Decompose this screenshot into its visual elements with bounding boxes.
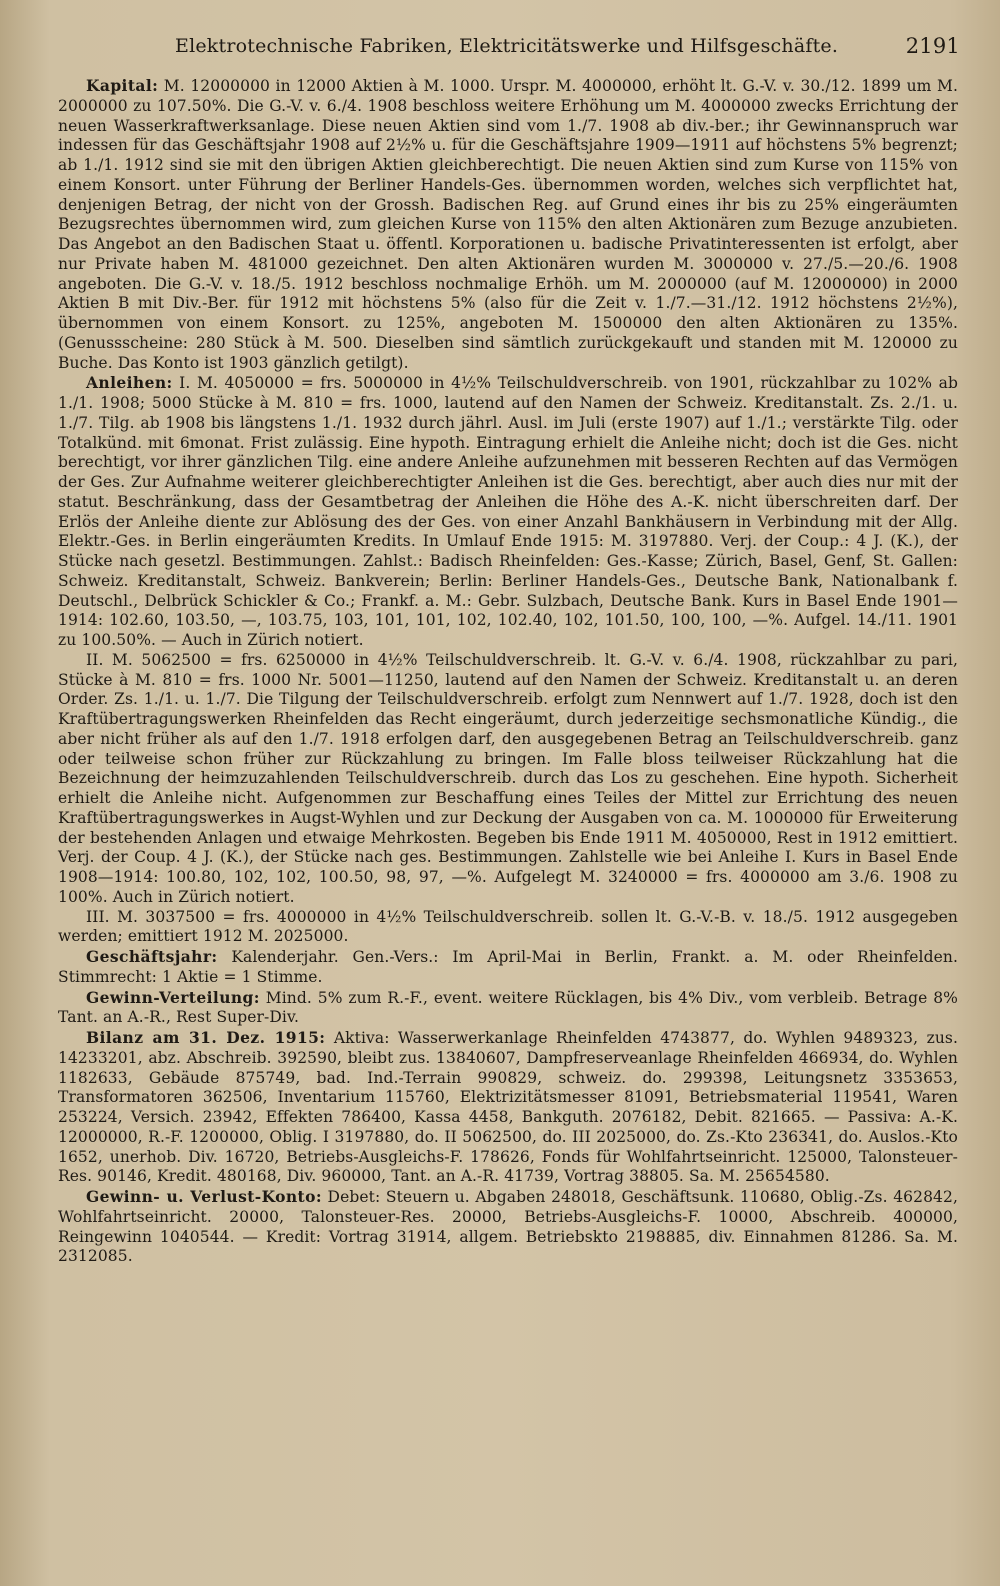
section-gewinn-verlust xyxy=(58,1187,958,1267)
running-header xyxy=(175,35,960,57)
section-text: I. M. 4050000 = frs. 5000000 in 4½% Teilschuldverschreib. von 1901, rückzahlbar zu 102% ab 1./1. 1908; 5000 Stücke à M. 810 = frs. 1000, lautend auf den Namen der Schweiz. Kreditanstalt. Zs. 2./1. u. 1./7. Tilg. ab 1908 bis längstens 1./1. 1932 durch jährl. Ausl. im Juli (erste 1907) auf 1./1.; verstärkte Tilg. oder Totalkünd. mit 6monat. Frist zulässig. Eine hypoth. Eintragung erhielt die Anleihe nicht; doch ist die Ges. nicht berechtigt, vor ihrer gänzlichen Tilg. eine andere Anleihe aufzunehmen mit besseren Rechten auf das Vermögen der Ges. Zur Aufnahme weiterer gleichberechtigter Anleihen ist die Ges. berechtigt, aber auch dies nur mit der statut. Beschränkung, dass der Gesamtbetrag der Anleihen die Höhe des A.-K. nicht überschreiten darf. Der Erlös der Anleihe diente zur Ablösung des der Ges. von einer Anzahl Bankhäusern in Verbindung mit der Allg. Elektr.-Ges. in Berlin eingeräumten Kredits. In Umlauf Ende 1915: M. 3197880. Verj. der Coup.: 4 J. (K.), der Stücke nach gesetzl. Bestimmungen. Zahlst.: Badisch Rheinfelden: Ges.-Kasse; Zürich, Basel, Genf, St. Gallen: Schweiz. Kreditanstalt, Schweiz. Bankverein; Berlin: Berliner Handels-Ges., Deutsche Bank, Nationalbank f. Deutschl., Delbrück Schickler & Co.; Frankf. a. M.: Gebr. Sulzbach, Deutsche Bank. Kurs in Basel Ende 1901—1914: 102.60, 103.50, —, 103.75, 103, 101, 101, 102, 102.40, 102, 101.50, 100, 100, —%. Aufgel. 14./11. 1901 zu 100.50%. — Auch in Zürich notiert. xyxy=(58,374,958,649)
section-kapital xyxy=(58,76,958,373)
page-body xyxy=(58,76,958,1267)
section-anleihe-ii xyxy=(58,651,958,908)
section-anleihe-iii xyxy=(58,908,958,948)
section-label: Geschäftsjahr: xyxy=(86,947,218,966)
section-text: Mind. 5% zum R.-F., event. weitere Rücklagen, bis 4% Div., vom verbleib. Betrage 8% Tant. an A.-R., Rest Super-Div. xyxy=(58,988,958,1027)
page-number: 2191 xyxy=(905,34,960,58)
section-text: Debet: Steuern u. Abgaben 248018, Geschäftsunk. 110680, Oblig.-Zs. 462842, Wohlfahrtseinricht. 20000, Talonsteuer-Res. 20000, Betriebs-Ausgleichs-F. 10000, Abschreib. 400000, Reingewinn 1040544. — Kredit: Vortrag 31914, allgem. Betriebskto 2198885, div. Einnahmen 81286. Sa. M. 2312085. xyxy=(58,1188,959,1266)
section-label: Gewinn- u. Verlust-Konto: xyxy=(86,1187,322,1206)
section-label: Kapital: xyxy=(86,76,159,95)
section-text: II. M. 5062500 = frs. 6250000 in 4½% Teilschuldverschreib. lt. G.-V. v. 6./4. 1908, rückzahlbar zu pari, Stücke à M. 810 = frs. 1000 Nr. 5001—11250, lautend auf den Namen der Schweiz. Kreditanstalt u. an deren Order. Zs. 1./1. u. 1./7. Die Tilgung der Teilschuldverschreib. erfolgt zum Nennwert auf 1./7. 1928, doch ist den Kraftübertragungswerken Rheinfelden das Recht eingeräumt, durch jederzeitige sechsmonatliche Kündig., die aber nicht früher als auf den 1./7. 1918 erfolgen darf, den ausgegebenen Betrag an Teilschuldverschreib. ganz oder teilweise schon früher zur Rückzahlung zu bringen. Im Falle bloss teilweiser Rückzahlung hat die Bezeichnung der heimzuzahlenden Teilschuldverschreib. durch das Los zu geschehen. Eine hypoth. Sicherheit erhielt die Anleihe nicht. Aufgenommen zur Beschaffung eines Teiles der Mittel zur Errichtung des neuen Kraftübertragungswerkes in Augst-Wyhlen und zur Deckung der Ausgaben von ca. M. 1000000 für Erweiterung der bestehenden Anlagen und etwaige Mehrkosten. Begeben bis Ende 1911 M. 4050000, Rest in 1912 emittiert. Verj. der Coup. 4 J. (K.), der Stücke nach ges. Bestimmungen. Zahlstelle wie bei Anleihe I. Kurs in Basel Ende 1908—1914: 100.80, 102, 102, 100.50, 98, 97, —%. Aufgelegt M. 3240000 = frs. 4000000 am 3./6. 1908 zu 100%. Auch in Zürich notiert. xyxy=(58,650,958,906)
section-text: M. 12000000 in 12000 Aktien à M. 1000. Urspr. M. 4000000, erhöht lt. G.-V. v. 30./12. 1899 um M. 2000000 zu 107.50%. Die G.-V. v. 6./4. 1908 beschloss weitere Erhöhung um M. 4000000 zwecks Errichtung der neuen Wasserkraftwerksanlage. Diese neuen Aktien sind vom 1./7. 1908 ab div.-ber.; ihr Gewinnanspruch war indessen für das Geschäftsjahr 1908 auf 2½% u. für die Geschäftsjahre 1909—1911 auf höchstens 5% begrenzt; ab 1./1. 1912 sind sie mit den übrigen Aktien gleichberechtigt. Die neuen Aktien sind zum Kurse von 115% von einem Konsort. unter Führung der Berliner Handels-Ges. übernommen worden, welches sich verpflichtet hat, denjenigen Betrag, der nicht von der Grossh. Badischen Reg. auf Grund eines ihr bis zu 25% eingeräumten Bezugsrechtes übernommen wird, zum gleichen Kurse von 115% den alten Aktionären zum Bezuge anzubieten. Das Angebot an den Badischen Staat u. öffentl. Korporationen u. badische Privatinteressenten ist erfolgt, aber nur Private haben M. 481000 gezeichnet. Den alten Aktionären wurden M. 3000000 v. 27./5.—20./6. 1908 angeboten. Die G.-V. v. 18./5. 1912 beschloss nochmalige Erhöh. um M. 2000000 (auf M. 12000000) in 2000 Aktien B mit Div.-Ber. für 1912 mit höchstens 5% (also für die Zeit v. 1./7.—31./12. 1912 höchstens 2½%), übernommen von einem Konsort. zu 125%, angeboten M. 1500000 den alten Aktionären zu 135%. (Genussscheine: 280 Stück à M. 500. Dieselben sind sämtlich zurückgekauft und standen mit M. 120000 zu Buche. Das Konto ist 1903 gänzlich getilgt). xyxy=(58,77,958,372)
section-gewinn-verteilung xyxy=(58,988,958,1029)
section-bilanz xyxy=(58,1028,958,1187)
section-anleihen xyxy=(58,373,958,651)
section-text: III. M. 3037500 = frs. 4000000 in 4½% Teilschuldverschreib. sollen lt. G.-V.-B. v. 18./5. 1912 ausgegeben werden; emittiert 1912 M. 2025000. xyxy=(58,907,958,946)
section-geschaeftsjahr xyxy=(58,947,958,988)
section-label: Anleihen: xyxy=(86,373,173,393)
header-title: Elektrotechnische Fabriken, Elektricitätswerke und Hilfsgeschäfte. xyxy=(175,35,839,57)
section-label: Gewinn-Verteilung: xyxy=(86,987,260,1007)
section-text: Kalenderjahr. Gen.-Vers.: Im April-Mai in Berlin, Frankt. a. M. oder Rheinfelden. Stimmrecht: 1 Aktie = 1 Stimme. xyxy=(58,948,958,986)
section-text: Aktiva: Wasserwerkanlage Rheinfelden 4743877, do. Wyhlen 9489323, zus. 14233201, abz. Abschreib. 392590, bleibt zus. 13840607, Dampfreserveanlage Rheinfelden 466934, do. Wyhlen 1182633, Gebäude 875749, bad. Ind.-Terrain 990829, schweiz. do. 299398, Leitungsnetz 3353653, Transformatoren 362506, Inventarium 115760, Elektrizitätsmesser 81091, Betriebsmaterial 119541, Waren 253224, Versich. 23942, Effekten 786400, Kassa 4458, Bankguth. 2076182, Debit. 821665. — Passiva: A.-K. 12000000, R.-F. 1200000, Oblig. I 3197880, do. II 5062500, do. III 2025000, do. Zs.-Kto 236341, do. Auslos.-Kto 1652, unerhob. Div. 16720, Betriebs-Ausgleichs-F. 178626, Fonds für Wohlfahrtseinricht. 125000, Talonsteuer-Res. 90146, Kredit. 480168, Div. 960000, Tant. an A.-R. 41739, Vortrag 38805. Sa. M. 25654580. xyxy=(58,1029,958,1186)
section-label: Bilanz am 31. Dez. 1915: xyxy=(86,1028,326,1047)
